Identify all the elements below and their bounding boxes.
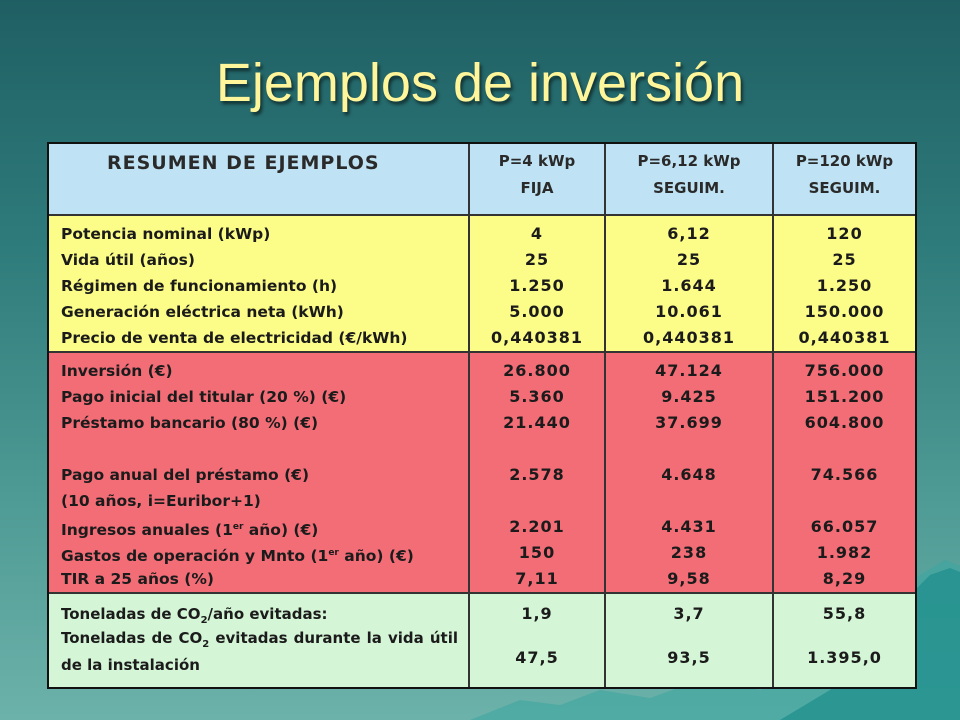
row-spacer	[606, 488, 772, 514]
table-header-row	[49, 144, 915, 215]
row-label-gastos	[61, 540, 468, 566]
row-label: Pago inicial del titular (20 %) (€)	[61, 388, 347, 406]
cell-value: 756.000	[804, 361, 885, 380]
row-label: TIR a 25 años (%)	[61, 570, 214, 588]
environment-values-6kwp	[605, 593, 773, 687]
cell-value: 10.061	[655, 302, 723, 321]
cell-value: 37.699	[655, 413, 723, 432]
cell-value: 0,440381	[798, 328, 891, 347]
column-header-120kwp	[773, 144, 915, 215]
label-part: año) (€)	[243, 521, 319, 540]
cell-value: 26.800	[503, 361, 571, 380]
cell-value: 9.425	[661, 387, 717, 406]
economic-values-120kwp	[773, 352, 915, 593]
column-header-line: SEGUIM.	[653, 179, 725, 197]
column-header-line: FIJA	[520, 179, 554, 197]
economic-section	[49, 352, 915, 593]
row-label: Inversión (€)	[61, 362, 173, 380]
cell-value: 66.057	[810, 517, 879, 536]
cell-value: 7,11	[515, 569, 559, 588]
cell-value: 604.800	[804, 413, 885, 432]
environment-labels	[49, 593, 469, 687]
cell-value: 74.566	[810, 465, 879, 484]
environment-section	[49, 593, 915, 687]
cell-value: 1.644	[661, 276, 717, 295]
cell-value: 47,5	[515, 648, 559, 667]
technical-values-6kwp	[605, 215, 773, 352]
technical-values-120kwp	[773, 215, 915, 352]
row-label-co2-life	[61, 628, 458, 675]
label-subscript: 2	[202, 639, 210, 650]
label-part: evitadas durante la vida útil de la instalación	[61, 629, 458, 674]
cell-value: 4.648	[661, 465, 717, 484]
label-part: Ingresos anuales (1	[61, 521, 233, 540]
cell-value: 47.124	[655, 361, 723, 380]
technical-section	[49, 215, 915, 352]
cell-value: 1.250	[509, 276, 565, 295]
row-spacer	[470, 488, 604, 514]
cell-value: 3,7	[673, 604, 705, 623]
summary-table	[47, 142, 917, 689]
cell-value: 9,58	[667, 569, 711, 588]
cell-value: 8,29	[822, 569, 867, 588]
cell-value: 0,440381	[642, 328, 735, 347]
cell-value: 25	[832, 250, 857, 269]
row-label: Régimen de funcionamiento (h)	[61, 277, 338, 295]
cell-value: 4.431	[661, 517, 717, 536]
cell-value: 150.000	[804, 302, 885, 321]
label-part: Toneladas de CO	[61, 605, 201, 623]
row-label: Pago anual del préstamo (€)	[61, 466, 310, 484]
examples-table	[49, 144, 915, 687]
row-spacer	[774, 436, 915, 462]
column-header-6kwp	[605, 144, 773, 215]
column-header-line: P=120 kWp	[795, 152, 894, 170]
cell-value: 2.201	[509, 517, 565, 536]
row-label: Generación eléctrica neta (kWh)	[61, 303, 344, 321]
row-spacer	[61, 436, 468, 462]
slide-title: Ejemplos de inversión	[215, 53, 745, 113]
cell-value: 1,9	[521, 604, 553, 623]
cell-value: 1.982	[816, 543, 873, 562]
row-label-note: (10 años, i=Euribor+1)	[61, 492, 261, 510]
row-label-co2-year	[61, 600, 458, 628]
row-label: Precio de venta de electricidad (€/kWh)	[61, 329, 408, 347]
column-header-line: P=6,12 kWp	[637, 152, 741, 170]
cell-value: 5.000	[509, 302, 565, 321]
label-subscript: 2	[200, 615, 208, 626]
cell-value: 238	[670, 543, 708, 562]
column-header-line: P=4 kWp	[498, 152, 576, 170]
cell-value: 93,5	[667, 648, 711, 667]
column-header-4kwp	[469, 144, 605, 215]
cell-value: 21.440	[503, 413, 571, 432]
cell-value: 2.578	[509, 465, 565, 484]
cell-value: 6,12	[667, 224, 711, 243]
row-spacer	[606, 436, 772, 462]
environment-values-120kwp	[773, 593, 915, 687]
row-spacer	[470, 436, 604, 462]
row-label-ingresos	[61, 514, 468, 540]
label-part: /año evitadas:	[207, 605, 328, 623]
cell-value: 1.395,0	[807, 648, 882, 667]
technical-values-4kwp	[469, 215, 605, 352]
label-part: Gastos de operación y Mnto (1	[61, 547, 329, 566]
cell-value: 5.360	[509, 387, 565, 406]
cell-value: 4	[530, 224, 544, 243]
environment-values-4kwp	[469, 593, 605, 687]
cell-value: 25	[524, 250, 550, 269]
cell-value: 120	[826, 224, 863, 243]
cell-value: 150	[518, 543, 556, 562]
economic-labels	[49, 352, 469, 593]
row-label: Préstamo bancario (80 %) (€)	[61, 414, 319, 432]
table-title: RESUMEN DE EJEMPLOS	[49, 144, 469, 215]
label-superscript: er	[232, 522, 244, 532]
cell-value: 1.250	[816, 276, 873, 295]
cell-value: 151.200	[804, 387, 885, 406]
row-spacer	[774, 488, 915, 514]
column-header-line: SEGUIM.	[808, 179, 881, 197]
economic-values-4kwp	[469, 352, 605, 593]
label-part: año) (€)	[338, 547, 414, 566]
cell-value: 55,8	[822, 604, 867, 623]
cell-value: 25	[676, 250, 702, 269]
economic-values-6kwp	[605, 352, 773, 593]
row-label: Vida útil (años)	[61, 251, 195, 269]
technical-labels	[49, 215, 469, 352]
row-label: Potencia nominal (kWp)	[61, 225, 271, 243]
cell-value: 0,440381	[490, 328, 583, 347]
label-part: Toneladas de CO	[61, 629, 203, 647]
label-superscript: er	[328, 548, 339, 558]
